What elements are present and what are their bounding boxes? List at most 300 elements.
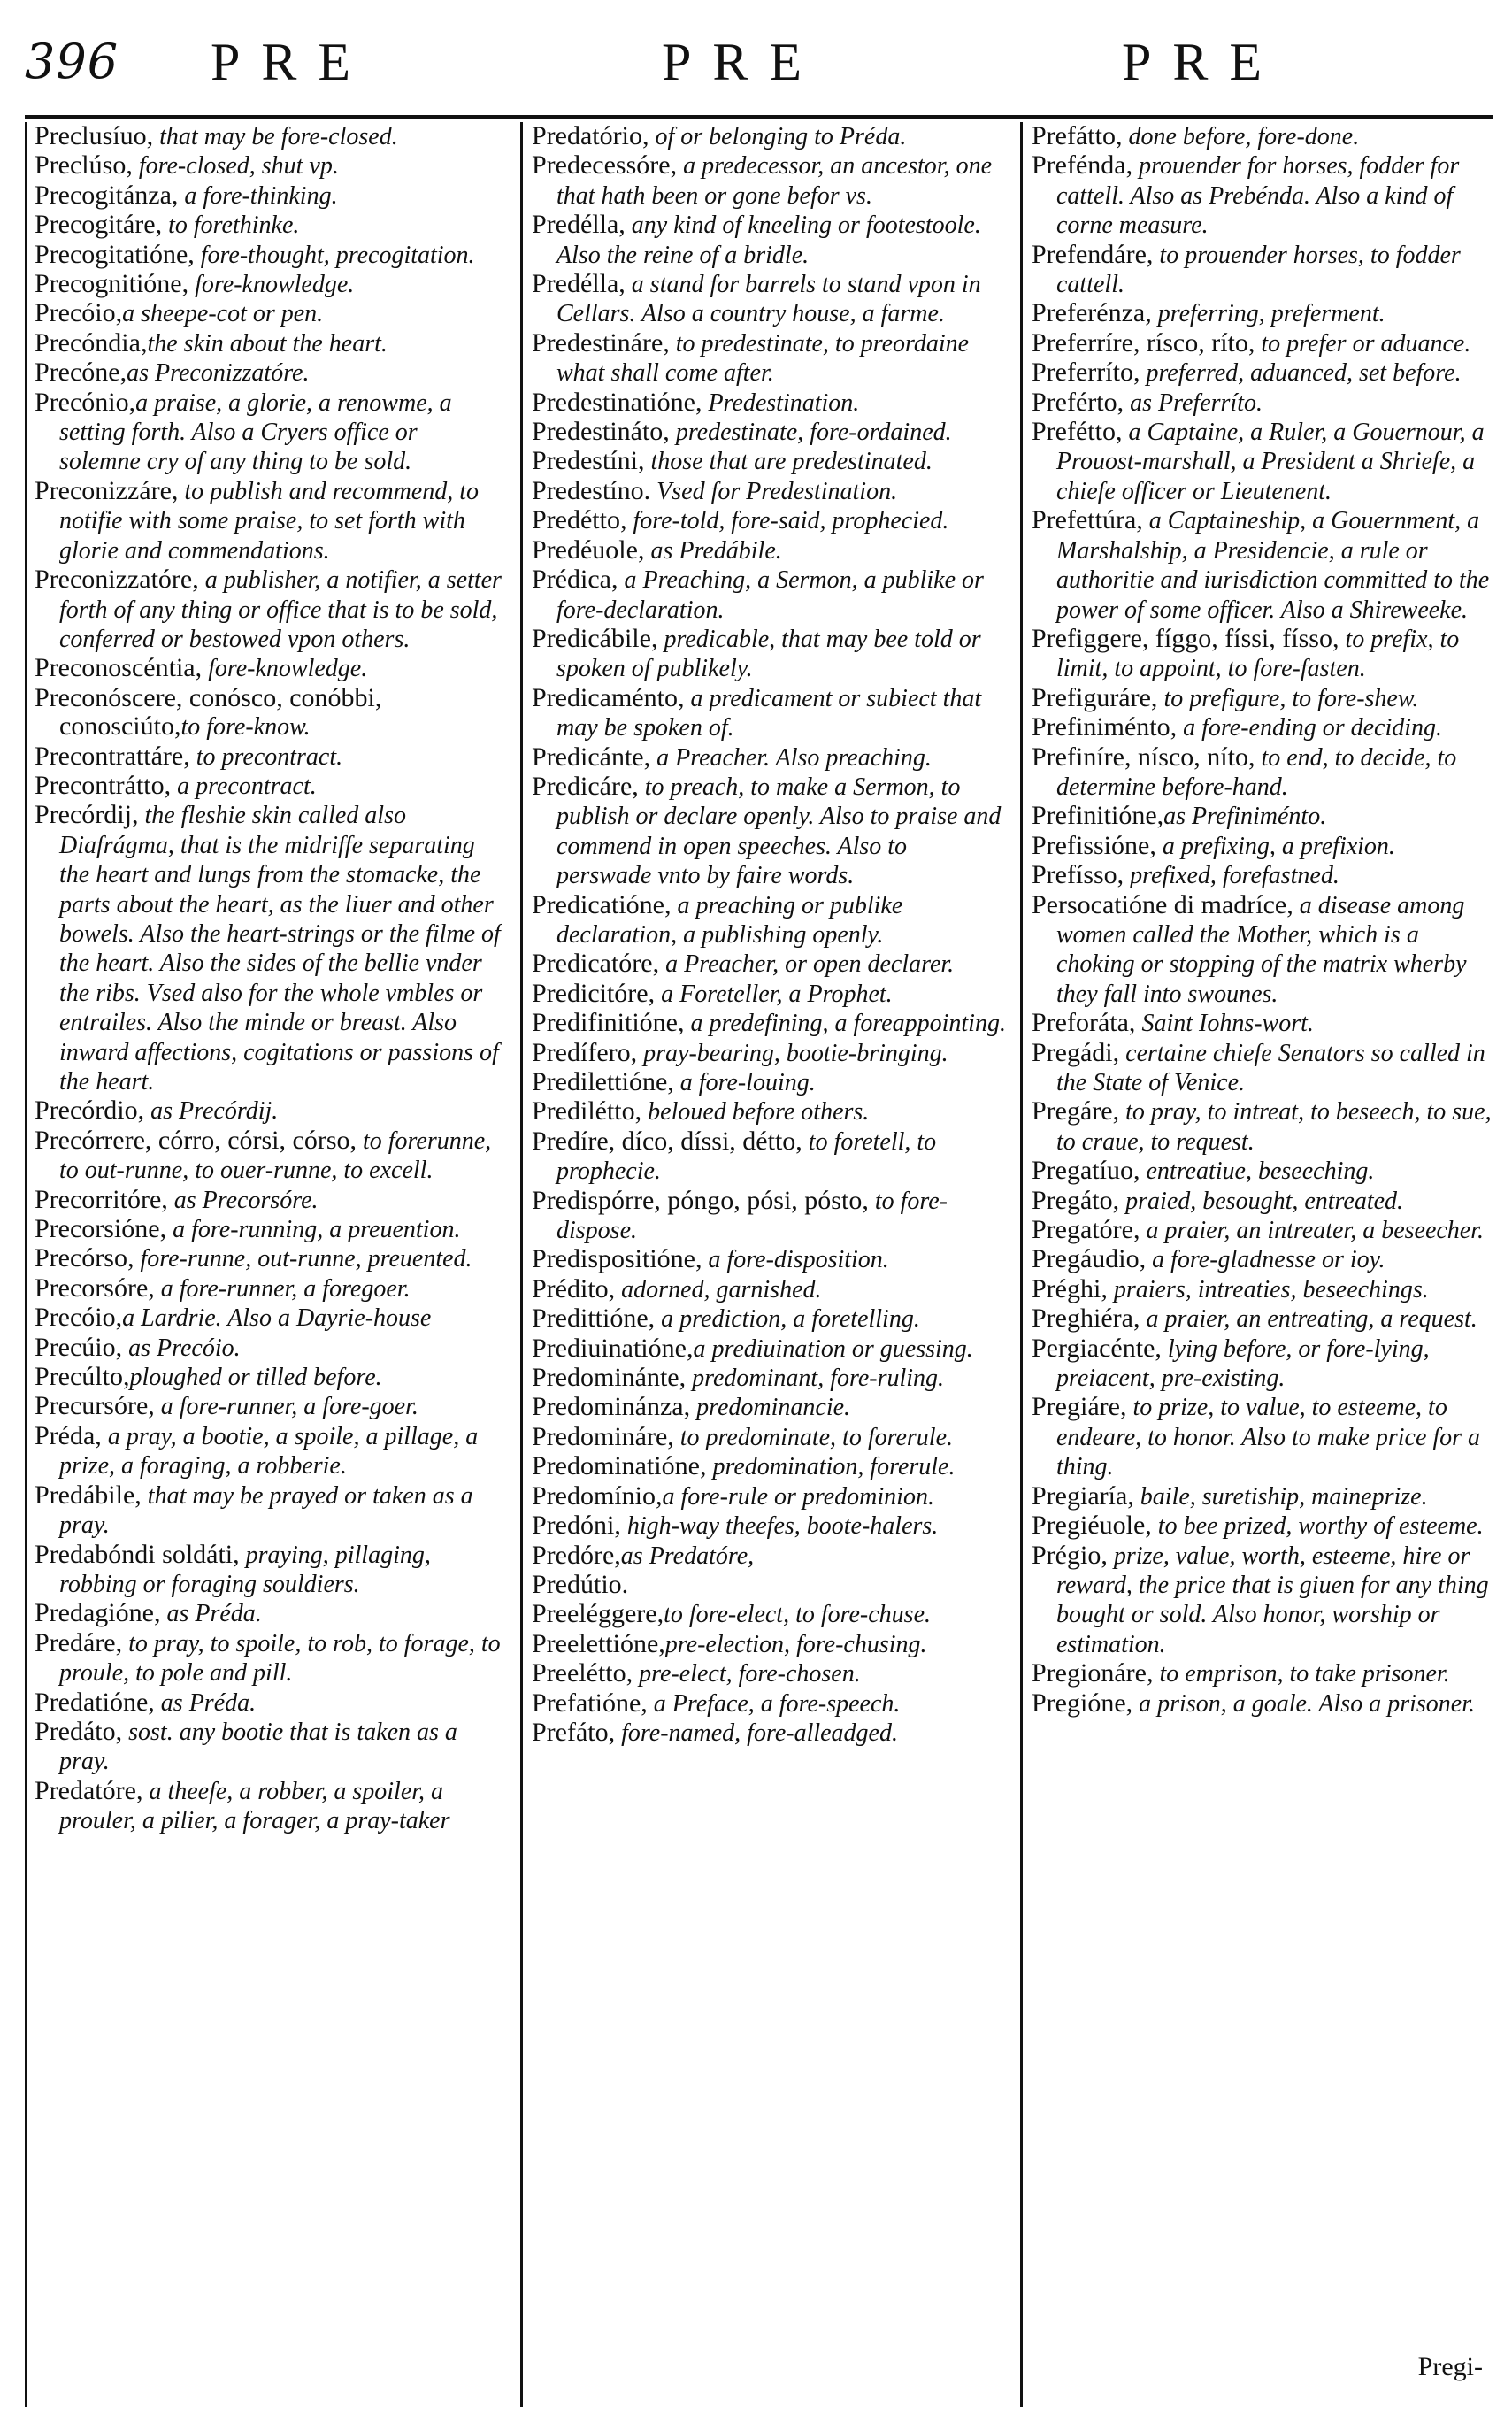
definition: as Precóio. — [122, 1334, 241, 1362]
dictionary-entry — [35, 122, 502, 151]
headword: Predíre, díco, díssi, détto, — [532, 1126, 802, 1156]
definition: a praise, a glorie, a renowme, a setting forth. Also a Cryers office or solemne cry of any thing to be sold. — [59, 388, 452, 476]
dictionary-entry — [532, 1127, 1006, 1187]
definition: fore-runne, out-runne, preuented. — [134, 1245, 472, 1273]
dictionary-entry — [35, 270, 502, 299]
dictionary-entry — [1032, 625, 1497, 684]
definition: a publisher, a notifier, a setter forth of any thing or office that is to be sold, conferred or bestowed vpon others. — [59, 566, 502, 653]
headword: Precóne, — [35, 358, 127, 388]
dictionary-entry — [35, 181, 502, 211]
headword: Pregióne, — [1032, 1688, 1133, 1718]
dictionary-entry — [532, 1452, 1006, 1481]
dictionary-entry — [35, 1599, 502, 1628]
definition: a fore-louing. — [673, 1069, 816, 1096]
definition: sost. any bootie that is taken as a pray. — [59, 1718, 457, 1776]
dictionary-entry — [1032, 358, 1497, 388]
headword: Prefatióne, — [532, 1688, 648, 1718]
headword: Predicábile, — [532, 623, 658, 653]
headword: Predicatióne, — [532, 889, 672, 919]
definition: a theefe, a robber, a spoiler, a prouler, a pilier, a forager, a pray-taker — [59, 1777, 450, 1835]
dictionary-entry — [1032, 1689, 1497, 1719]
definition: fore-told, fore-said, prophecied. — [626, 507, 949, 535]
definition: predomination, forerule. — [706, 1453, 956, 1481]
definition: ploughed or tilled before. — [129, 1364, 382, 1392]
headword: Preferríto, — [1032, 358, 1140, 388]
headword: Precogitatióne, — [35, 239, 195, 269]
dictionary-entry — [35, 477, 502, 565]
dictionary-entry — [1032, 891, 1497, 1010]
headword: Predittióne, — [532, 1303, 656, 1334]
definition: a fore-runner, a foregoer. — [154, 1274, 411, 1303]
definition: to foretell, to prophecie. — [556, 1127, 937, 1186]
headword: Prediuinatióne, — [532, 1333, 694, 1363]
definition: of or belonging to Préda. — [649, 123, 907, 150]
headword: Predéuole, — [532, 534, 645, 565]
dictionary-entry — [532, 1689, 1006, 1719]
definition: praiers, intreaties, beseechings. — [1107, 1275, 1429, 1303]
headword: Pregionáre, — [1032, 1658, 1154, 1688]
dictionary-entry — [35, 1334, 502, 1363]
dictionary-entry — [35, 1422, 502, 1481]
dictionary-entry — [532, 1542, 1006, 1571]
definition: as Prefiniménto. — [1163, 803, 1327, 831]
dictionary-entry — [532, 270, 1006, 329]
headword: Predispositióne, — [532, 1244, 702, 1274]
headword: Pregáto, — [1032, 1185, 1120, 1215]
dictionary-entry — [1032, 1097, 1497, 1157]
definition: baile, suretiship, maineprize. — [1133, 1482, 1428, 1511]
dictionary-entry — [1032, 713, 1497, 742]
headword: Prefendáre, — [1032, 239, 1154, 269]
dictionary-entry — [532, 329, 1006, 388]
dictionary-entry — [1032, 1482, 1497, 1511]
dictionary-entry — [1032, 329, 1497, 358]
definition: to forerunne, to out-runne, to ouer-runne, to excell. — [59, 1127, 492, 1185]
definition: a fore-thinking. — [178, 181, 338, 210]
definition: fore-thought, precogitation. — [194, 241, 475, 269]
headword: Preforáta, — [1032, 1008, 1136, 1038]
dictionary-entry — [532, 565, 1006, 625]
dictionary-entry — [35, 1303, 502, 1333]
headword: Preconoscéntia, — [35, 653, 203, 683]
definition: beloued before others. — [641, 1098, 870, 1127]
dictionary-entry — [35, 211, 502, 240]
definition: certaine chiefe Senators so called in the State of Venice. — [1056, 1039, 1485, 1096]
dictionary-entry — [35, 801, 502, 1096]
headword: Predomínio, — [532, 1480, 663, 1511]
headword: Predáto, — [35, 1716, 123, 1746]
headword: Prefettúra, — [1032, 505, 1143, 535]
definition: entreatiue, beseeching. — [1140, 1157, 1375, 1186]
headword: Preférto, — [1032, 387, 1124, 417]
definition: to fore-dispose. — [556, 1187, 948, 1245]
headword: Precursóre, — [35, 1391, 155, 1421]
headword: Prefísso, — [1032, 860, 1124, 890]
definition: Saint Iohns-wort. — [1135, 1010, 1314, 1038]
dictionary-entry — [1032, 122, 1497, 151]
headword: Predagióne, — [35, 1598, 161, 1628]
dictionary-entry — [532, 1068, 1006, 1097]
dictionary-entry — [35, 1274, 502, 1303]
headword: Prefinitióne, — [1032, 801, 1164, 831]
headword: Pregiéuole, — [1032, 1511, 1152, 1541]
dictionary-entry — [532, 506, 1006, 535]
definition: fore-knowledge. — [202, 655, 368, 683]
dictionary-entry — [1032, 832, 1497, 861]
definition: any kind of kneeling or footestoole. Also the reine of a bridle. — [556, 211, 981, 269]
dictionary-entry — [532, 684, 1006, 743]
definition: lying before, or fore-lying, preiacent, pre-existing. — [1056, 1334, 1430, 1393]
headword: Persocatióne di madríce, — [1032, 889, 1293, 919]
dictionary-entry — [532, 1364, 1006, 1393]
definition: as Predatóre, — [620, 1542, 755, 1570]
headword: Predóni, — [532, 1511, 621, 1541]
headword: Preconizzatóre, — [35, 565, 199, 595]
definition: a fore-running, a preuention. — [166, 1216, 461, 1244]
definition: to prouender horses, to fodder cattell. — [1056, 241, 1461, 299]
headword: Prefiggere, fíggo, físsi, físso, — [1032, 623, 1339, 653]
dictionary-entry — [532, 1659, 1006, 1688]
headword: Predélla, — [532, 269, 626, 299]
dictionary-entry — [532, 1423, 1006, 1452]
headword: Prefiniménto, — [1032, 712, 1178, 742]
definition: to emprison, to take prisoner. — [1153, 1660, 1450, 1688]
definition: as Predábile. — [644, 536, 782, 565]
headword: Prefétto, — [1032, 417, 1123, 447]
dictionary-entry — [532, 151, 1006, 211]
headword: Precúlto, — [35, 1362, 130, 1392]
definition: a pray, a bootie, a spoile, a pillage, a prize, a foraging, a robberie. — [59, 1422, 479, 1480]
definition: a prediction, a foretelling. — [655, 1305, 920, 1334]
definition: a Lardrie. Also a Dayrie-house — [122, 1304, 432, 1333]
definition: a Preaching, a Sermon, a publike or fore-declaration. — [556, 566, 984, 624]
definition: to predestinate, to preordaine what shall come after. — [556, 329, 970, 388]
dictionary-entry — [1032, 1157, 1497, 1186]
headword: Pergiacénte, — [1032, 1333, 1162, 1363]
definition: to forethinke. — [162, 211, 300, 240]
running-head-left: PRE — [211, 33, 372, 91]
dictionary-entry — [532, 1511, 1006, 1541]
dictionary-entry — [1032, 151, 1497, 240]
headword: Predomináre, — [532, 1421, 674, 1451]
dictionary-entry — [532, 1630, 1006, 1659]
dictionary-entry — [35, 1127, 502, 1186]
definition: a fore-rule or predominion. — [662, 1482, 934, 1511]
definition: as Preconizzatóre. — [127, 359, 310, 388]
headword: Pregáre, — [1032, 1096, 1120, 1127]
dictionary-entry — [1032, 743, 1497, 803]
definition: a predefining, a foreappointing. — [684, 1010, 1006, 1038]
dictionary-entry — [35, 742, 502, 772]
dictionary-entry — [532, 122, 1006, 151]
headword: Precóio, — [35, 298, 123, 328]
dictionary-entry — [532, 1600, 1006, 1629]
dictionary-entry — [1032, 506, 1497, 625]
headword: Prefáto, — [532, 1717, 616, 1747]
dictionary-entry — [1032, 1009, 1497, 1038]
definition: a fore-gladnesse or ioy. — [1146, 1246, 1385, 1274]
headword: Pregiaría, — [1032, 1480, 1134, 1511]
catchword: Pregi- — [1417, 2352, 1483, 2381]
definition: a Captaineship, a Gouernment, a Marshalship, a Presidencie, a rule or authoritie and iurisdiction committed to the power of some officer. Also a Shireweeke. — [1056, 507, 1490, 624]
dictionary-entry — [532, 447, 1006, 476]
dictionary-entry — [532, 1304, 1006, 1334]
dictionary-entry — [35, 1777, 502, 1836]
headword: Predominánte, — [532, 1363, 687, 1393]
headword: Preconóscere, conósco, conóbbi, conosciúto, — [35, 682, 382, 742]
definition: the fleshie skin called also Diafrágma, that is the midriffe separating the heart and lungs from the stomacke, the parts about the heart, as the liuer and other bowels. Also the heart-strings or the filme of the heart. Also the sides of the bellie vnder the ribs. Vsed also for the whole vmbles or entrailes. Also the minde or breast. Also inward affections, cogitations or passions of the heart. — [59, 802, 501, 1096]
headword: Predabóndi soldáti, — [35, 1539, 240, 1569]
headword: Pregatíuo, — [1032, 1156, 1140, 1186]
headword: Predóre, — [532, 1540, 621, 1570]
headword: Predatóre, — [35, 1775, 143, 1805]
dictionary-entry — [1032, 1275, 1497, 1304]
dictionary-entry — [35, 772, 502, 801]
dictionary-entry — [1032, 418, 1497, 506]
dictionary-entry — [532, 211, 1006, 270]
definition: a praier, an intreater, a beseecher. — [1140, 1217, 1485, 1245]
dictionary-entry — [1032, 299, 1497, 328]
headword: Precóio, — [35, 1303, 123, 1333]
headword: Predilétto, — [532, 1096, 642, 1127]
definition: a Preacher. Also preaching. — [650, 743, 932, 772]
headword: Preclusíuo, — [35, 122, 154, 150]
headword: Pregatóre, — [1032, 1215, 1140, 1245]
definition: to preach, to make a Sermon, to publish or declare openly. Also to praise and commend in open speeches. Also to perswade vnto by faire words. — [556, 773, 1002, 890]
definition: a sheepe-cot or pen. — [122, 300, 324, 328]
dictionary-entry — [35, 1096, 502, 1126]
definition: fore-knowledge. — [188, 271, 355, 299]
definition: done before, fore-done. — [1122, 123, 1360, 150]
running-head-right: PRE — [1122, 33, 1284, 91]
headword: Prefátto, — [1032, 122, 1123, 150]
dictionary-entry — [1032, 1039, 1497, 1098]
headword: Predestináto, — [532, 417, 670, 447]
dictionary-entry — [532, 536, 1006, 565]
definition: as Precórdij. — [144, 1097, 279, 1126]
headword: Préda, — [35, 1420, 102, 1450]
dictionary-entry — [1032, 388, 1497, 418]
dictionary-entry — [532, 1039, 1006, 1068]
definition: fore-closed, shut vp. — [132, 152, 339, 181]
headword: Precórso, — [35, 1243, 134, 1273]
dictionary-entry — [532, 1187, 1006, 1246]
dictionary-entry — [1032, 1393, 1497, 1481]
dictionary-entry — [532, 891, 1006, 950]
headword: Prefiníre, nísco, níto, — [1032, 742, 1255, 772]
headword: Predispórre, póngo, pósi, pósto, — [532, 1185, 869, 1215]
headword: Predestináre, — [532, 327, 670, 358]
headword: Precorsóre, — [35, 1273, 155, 1303]
dictionary-entry — [1032, 861, 1497, 890]
headword: Préghi, — [1032, 1273, 1108, 1303]
column-middle — [520, 122, 1006, 2407]
definition: a Captaine, a Ruler, a Gouernour, a Prouost-marshall, a President a Shriefe, a chiefe officer or Lieutenent. — [1056, 419, 1485, 505]
column-right — [1020, 122, 1497, 2407]
headword: Preeléggere, — [532, 1599, 664, 1629]
dictionary-entry — [1032, 1334, 1497, 1394]
dictionary-entry — [1032, 1245, 1497, 1274]
dictionary-entry — [35, 1215, 502, 1244]
definition: prefixed, forefastned. — [1124, 862, 1339, 890]
definition: a praier, an entreating, a request. — [1140, 1305, 1477, 1334]
page-header — [25, 27, 1493, 94]
dictionary-entry — [35, 1392, 502, 1421]
dictionary-entry — [35, 1541, 502, 1600]
headword: Predicitóre, — [532, 978, 656, 1008]
definition: a predicament or subiect that may be spoken of. — [556, 684, 982, 742]
definition: prize, value, worth, esteeme, hire or reward, the price that is giuen for any thing bought or sold. Also honor, worship or estimation. — [1056, 1542, 1489, 1658]
definition: predominancie. — [690, 1394, 851, 1422]
definition: to pray, to intreat, to beseech, to sue, to craue, to request. — [1056, 1098, 1492, 1156]
headword: Preconizzáre, — [35, 475, 179, 505]
dictionary-entry — [532, 1275, 1006, 1304]
dictionary-entry — [532, 1482, 1006, 1511]
definition: praying, pillaging, robbing or foraging souldiers. — [59, 1541, 431, 1598]
dictionary-entry — [532, 1719, 1006, 1748]
running-head-center: PRE — [662, 33, 824, 91]
headword: Prefissióne, — [1032, 830, 1156, 860]
definition: as Préda. — [160, 1600, 262, 1628]
headword: Prégio, — [1032, 1540, 1108, 1570]
dictionary-entry — [35, 358, 502, 388]
headword: Precórdij, — [35, 800, 139, 830]
definition: a predecessor, an ancestor, one that hath been or gone befor vs. — [556, 152, 992, 210]
definition: predominant, fore-ruling. — [686, 1365, 945, 1393]
headword: Predestíni, — [532, 446, 645, 476]
headword: Predicáre, — [532, 771, 639, 801]
headword: Preghiéra, — [1032, 1303, 1140, 1334]
dictionary-entry — [1032, 802, 1497, 831]
definition: prouender for horses, fodder for cattell. Also as Prebénda. Also a kind of corne measure. — [1056, 152, 1460, 240]
definition: to fore-elect, to fore-chuse. — [664, 1601, 932, 1629]
headword: Preelétto, — [532, 1658, 633, 1688]
dictionary-entry — [35, 1186, 502, 1215]
headword: Predilettióne, — [532, 1067, 674, 1096]
headword: Precórrere, córro, córsi, córso, — [35, 1125, 357, 1155]
dictionary-entry — [1032, 1511, 1497, 1541]
dictionary-entry — [532, 980, 1006, 1009]
definition: a prison, a goale. Also a prisoner. — [1132, 1689, 1475, 1718]
definition: a fore-disposition. — [702, 1246, 889, 1274]
headword: Precónio, — [35, 387, 136, 417]
definition: pray-bearing, bootie-bringing. — [637, 1039, 948, 1067]
definition: pre-election, fore-chusing. — [664, 1630, 927, 1658]
headword: Predifinitióne, — [532, 1008, 685, 1038]
headword: Precontrátto, — [35, 770, 172, 800]
definition: as Préda. — [154, 1688, 257, 1717]
dictionary-entry — [35, 151, 502, 181]
definition: a Foreteller, a Prophet. — [655, 980, 893, 1008]
dictionary-entry — [532, 477, 1006, 506]
dictionary-entry — [532, 1245, 1006, 1274]
definition: praied, besought, entreated. — [1119, 1187, 1404, 1215]
headword: Predestinatióne, — [532, 387, 702, 417]
page-number: 396 — [25, 34, 119, 89]
headword: Preferríre, rísco, ríto, — [1032, 327, 1255, 358]
dictionary-entry — [35, 388, 502, 477]
definition: pre-elect, fore-chosen. — [633, 1660, 861, 1688]
dictionary-entry — [35, 1718, 502, 1777]
dictionary-entry — [35, 1244, 502, 1273]
definition: a disease among women called the Mother, which is a choking or stopping of the matrix wherby they fall into swounes. — [1056, 891, 1467, 1008]
dictionary-entry — [35, 654, 502, 683]
dictionary-entry — [35, 1363, 502, 1392]
dictionary-entry — [532, 1009, 1006, 1038]
headword: Precogitánza, — [35, 180, 179, 210]
definition: preferring, preferment. — [1151, 300, 1385, 328]
dictionary-entry — [532, 625, 1006, 684]
definition: a prefixing, a prefixion. — [1155, 832, 1395, 860]
definition: those that are predestinated. — [644, 448, 933, 476]
headword: Preferénza, — [1032, 298, 1152, 328]
headword: Predétto, — [532, 505, 627, 535]
headword: Precognitióne, — [35, 269, 189, 299]
headword: Predominatióne, — [532, 1451, 707, 1481]
definition: as Preferríto. — [1124, 388, 1263, 417]
headword: Predáre, — [35, 1627, 123, 1657]
headword: Prefiguráre, — [1032, 682, 1158, 712]
definition: fore-named, fore-alleadged. — [615, 1719, 898, 1747]
definition: to fore-know. — [180, 713, 311, 742]
headword: Predicaménto, — [532, 682, 685, 712]
dictionary-entry — [1032, 1659, 1497, 1688]
dictionary-entry — [1032, 1542, 1497, 1660]
dictionary-entry — [532, 388, 1006, 418]
dictionary-entry — [35, 1629, 502, 1688]
definition: predestinate, fore-ordained. — [669, 419, 952, 447]
definition: a stand for barrels to stand vpon in Cellars. Also a country house, a farme. — [556, 271, 981, 328]
definition: adorned, garnished. — [615, 1275, 822, 1303]
dictionary-entry — [35, 565, 502, 654]
column-left — [25, 122, 502, 2407]
definition: a Preface, a fore-speech. — [647, 1689, 901, 1718]
headword: Predestíno. — [532, 475, 651, 505]
headword: Predicánte, — [532, 742, 651, 772]
headword: Prédica, — [532, 565, 618, 595]
definition: to end, to decide, to determine before-hand. — [1056, 743, 1457, 801]
definition: a fore-runner, a fore-goer. — [154, 1393, 418, 1421]
header-rule — [25, 115, 1493, 119]
headword: Precontrattáre, — [35, 741, 190, 771]
dictionary-entry — [532, 743, 1006, 773]
headword: Predatióne, — [35, 1687, 155, 1717]
definition: a prediuination or guessing. — [693, 1334, 973, 1363]
headword: Precorsióne, — [35, 1214, 167, 1244]
definition: a Preacher, or open declarer. — [659, 950, 955, 979]
definition: a preaching or publike declaration, a publishing openly. — [556, 891, 903, 949]
headword: Preclúso, — [35, 150, 133, 181]
definition: Predestination. — [702, 388, 860, 417]
dictionary-entry — [532, 1097, 1006, 1127]
headword: Predatório, — [532, 122, 649, 150]
definition: to prefigure, to fore-shew. — [1157, 684, 1419, 712]
definition: to bee prized, worthy of esteeme. — [1151, 1512, 1484, 1541]
dictionary-entry — [532, 418, 1006, 447]
dictionary-entry — [532, 1393, 1006, 1422]
definition: to precontract. — [189, 742, 343, 771]
headword: Predecessóre, — [532, 150, 678, 181]
dictionary-entry — [35, 684, 502, 742]
headword: Predélla, — [532, 210, 626, 240]
headword: Predífero, — [532, 1037, 638, 1067]
definition: to prefer or aduance. — [1255, 329, 1471, 358]
headword: Pregádi, — [1032, 1037, 1120, 1067]
definition: a fore-ending or deciding. — [1177, 714, 1443, 742]
definition: to pray, to spoile, to rob, to forage, to proule, to pole and pill. — [59, 1629, 501, 1688]
headword: Predicatóre, — [532, 949, 660, 979]
dictionary-entry — [1032, 684, 1497, 713]
